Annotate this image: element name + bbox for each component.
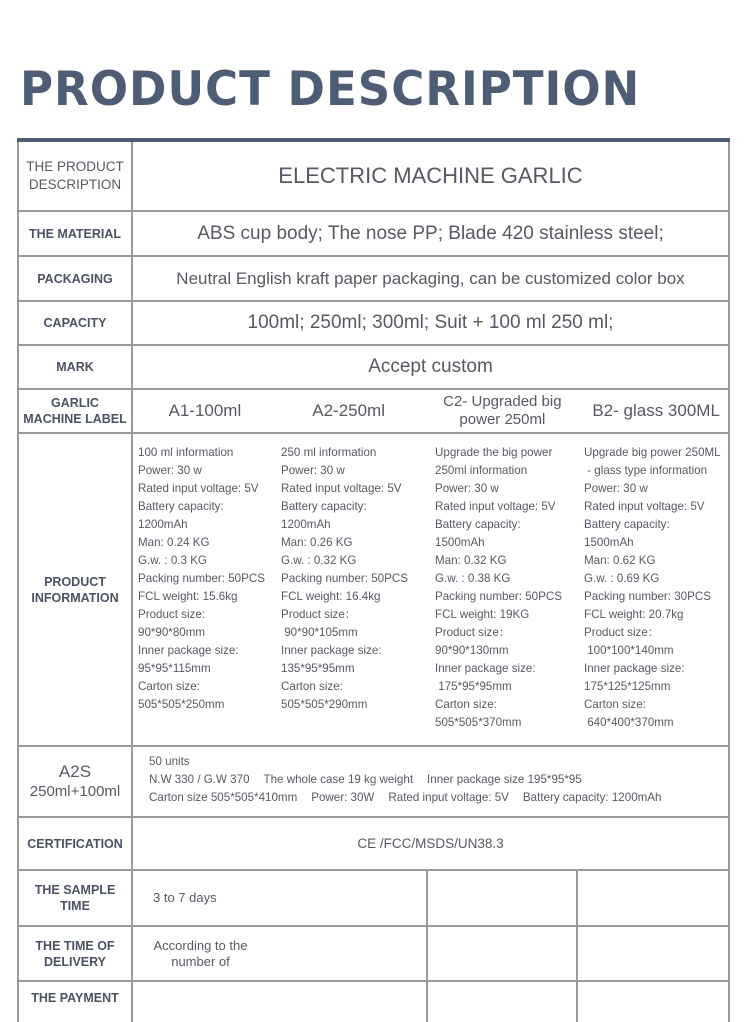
- row-description: [17, 142, 730, 212]
- row-label: THE MATERIAL: [19, 212, 133, 255]
- model-label: A1-100ml: [168, 401, 242, 420]
- info-line: Product size：: [281, 608, 357, 621]
- info-line: Battery capacity:: [584, 518, 670, 531]
- info-line: 250 ml information: [281, 446, 377, 459]
- a2s-segment: Battery capacity: 1200mAh: [522, 791, 662, 804]
- empty-cell: [428, 871, 578, 925]
- info-line: - glass type information: [584, 464, 708, 477]
- row-label: THE PAYMENT: [19, 982, 133, 1022]
- info-line: 505*505*250mm: [138, 698, 225, 711]
- info-line: 175*95*95mm: [435, 680, 512, 693]
- info-line: FCL weight: 19KG: [435, 608, 530, 621]
- row-product-info: [17, 434, 730, 747]
- info-column: [138, 444, 281, 735]
- a2s-model: A2S: [58, 761, 92, 781]
- info-line: FCL weight: 20.7kg: [584, 608, 684, 621]
- info-line: Power: 30 w: [138, 464, 202, 477]
- info-line: Rated input voltage: 5V: [435, 500, 556, 513]
- info-line: Man: 0.26 KG: [281, 536, 353, 549]
- a2s-segment: Power: 30W: [311, 791, 375, 804]
- info-line: 1200mAh: [138, 518, 188, 531]
- info-line: Power: 30 w: [435, 482, 499, 495]
- info-line: 505*505*370mm: [435, 716, 522, 729]
- spec-table: [17, 142, 730, 1022]
- info-line: 95*95*115mm: [138, 662, 211, 675]
- empty-cell: [428, 927, 578, 980]
- info-line: Battery capacity:: [138, 500, 224, 513]
- a2s-segment: Carton size 505*505*410mm: [149, 791, 298, 804]
- info-line: 100 ml information: [138, 446, 234, 459]
- row-value: [133, 927, 428, 980]
- empty-cell: [133, 982, 428, 1022]
- info-line: Rated input voltage: 5V: [138, 482, 259, 495]
- model-label: A2-250ml: [312, 401, 385, 420]
- info-line: Battery capacity:: [435, 518, 521, 531]
- a2s-capacity: 250ml+100ml: [29, 782, 121, 800]
- info-line: Carton size:: [584, 698, 646, 711]
- row-value: ELECTRIC MACHINE GARLIC: [278, 163, 583, 188]
- a2s-segment: Inner package size 195*95*95: [427, 773, 582, 786]
- row-split-cells: [133, 871, 728, 925]
- a2s-segment: N.W 330 / G.W 370: [149, 773, 250, 786]
- info-line: 1500mAh: [435, 536, 485, 549]
- info-line: Man: 0.24 KG: [138, 536, 210, 549]
- info-column: [584, 444, 734, 735]
- model-label: C2- Upgraded big power 250ml: [443, 393, 562, 428]
- row-split-cells: [133, 982, 728, 1022]
- a2s-segment: The whole case 19 kg weight: [263, 773, 414, 786]
- info-line: Inner package size:: [138, 644, 239, 657]
- info-line: G.w. : 0.3 KG: [138, 554, 207, 567]
- row-certification: [17, 818, 730, 871]
- delivery-value-text: According to the number of: [153, 937, 248, 969]
- info-line: Product size：: [584, 626, 660, 639]
- row-sample-time: [17, 871, 730, 927]
- info-line: Carton size:: [281, 680, 343, 693]
- info-line: Upgrade the big power: [435, 446, 553, 459]
- row-label: PACKAGING: [19, 257, 133, 300]
- info-line: Packing number: 30PCS: [584, 590, 711, 603]
- row-machine-label: [17, 390, 730, 434]
- empty-cell: [578, 982, 728, 1022]
- model-label: B2- glass 300ML: [592, 401, 720, 420]
- row-material: [17, 212, 730, 257]
- row-label: THE TIME OF DELIVERY: [19, 927, 133, 980]
- row-mark: [17, 346, 730, 390]
- row-label: MARK: [19, 346, 133, 388]
- row-label: PRODUCT INFORMATION: [19, 434, 133, 745]
- row-value: 3 to 7 days: [133, 871, 428, 925]
- info-column: [435, 444, 584, 735]
- info-line: 100*100*140mm: [584, 644, 674, 657]
- row-value: CE /FCC/MSDS/UN38.3: [357, 836, 504, 851]
- info-line: G.w. : 0.69 KG: [584, 572, 660, 585]
- info-line: 90*90*130mm: [435, 644, 509, 657]
- product-info-columns: [133, 434, 734, 745]
- info-line: Carton size:: [138, 680, 200, 693]
- info-line: 90*90*80mm: [138, 626, 206, 639]
- info-line: G.w. : 0.38 KG: [435, 572, 511, 585]
- row-value: Accept custom: [368, 356, 493, 377]
- info-line: Product size：: [435, 626, 511, 639]
- info-line: Power: 30 w: [281, 464, 345, 477]
- info-line: Man: 0.32 KG: [435, 554, 507, 567]
- info-column: [281, 444, 435, 735]
- info-line: Rated input voltage: 5V: [584, 500, 705, 513]
- info-line: 250ml information: [435, 464, 528, 477]
- row-label: CERTIFICATION: [19, 818, 133, 869]
- info-line: Inner package size:: [584, 662, 685, 675]
- a2s-label: [19, 747, 133, 816]
- info-line: Man: 0.62 KG: [584, 554, 656, 567]
- info-line: 135*95*95mm: [281, 662, 355, 675]
- info-line: FCL weight: 16.4kg: [281, 590, 381, 603]
- row-label: CAPACITY: [19, 302, 133, 344]
- info-line: Packing number: 50PCS: [281, 572, 408, 585]
- row-label: GARLIC MACHINE LABEL: [19, 390, 133, 432]
- row-label: THE SAMPLE TIME: [19, 871, 133, 925]
- row-value: ABS cup body; The nose PP; Blade 420 stainless steel;: [197, 222, 664, 244]
- info-line: G.w. : 0.32 KG: [281, 554, 357, 567]
- row-packaging: [17, 257, 730, 302]
- info-line: 505*505*290mm: [281, 698, 368, 711]
- a2s-segment: 50 units: [149, 755, 190, 768]
- info-line: Battery capacity:: [281, 500, 367, 513]
- info-line: Power: 30 w: [584, 482, 648, 495]
- page-title: PRODUCT DESCRIPTION: [20, 62, 641, 117]
- info-line: 640*400*370mm: [584, 716, 674, 729]
- row-label: THE PRODUCT DESCRIPTION: [19, 142, 133, 210]
- a2s-segment: Rated input voltage: 5V: [388, 791, 509, 804]
- info-line: Packing number: 50PCS: [138, 572, 265, 585]
- a2s-details: [133, 747, 728, 816]
- model-labels: [133, 390, 728, 432]
- info-line: 1500mAh: [584, 536, 634, 549]
- a2s-line: [149, 753, 728, 771]
- row-value: Neutral English kraft paper packaging, can be customized color box: [176, 268, 685, 288]
- row-capacity: [17, 302, 730, 346]
- info-line: Inner package size:: [281, 644, 382, 657]
- info-line: Upgrade big power 250ML: [584, 446, 721, 459]
- info-line: Packing number: 50PCS: [435, 590, 562, 603]
- info-line: 90*90*105mm: [281, 626, 358, 639]
- a2s-line: [149, 771, 728, 789]
- empty-cell: [428, 982, 578, 1022]
- info-line: Product size:: [138, 608, 206, 621]
- empty-cell: [578, 871, 728, 925]
- info-line: 175*125*125mm: [584, 680, 671, 693]
- info-line: Rated input voltage: 5V: [281, 482, 402, 495]
- info-line: 1200mAh: [281, 518, 331, 531]
- empty-cell: [578, 927, 728, 980]
- row-value: 100ml; 250ml; 300ml; Suit + 100 ml 250 ml;: [247, 312, 614, 333]
- row-payment: [17, 982, 730, 1022]
- info-line: Inner package size:: [435, 662, 536, 675]
- info-line: FCL weight: 15.6kg: [138, 590, 238, 603]
- info-line: Carton size:: [435, 698, 497, 711]
- row-a2s: [17, 747, 730, 818]
- a2s-line: [149, 789, 728, 807]
- row-split-cells: [133, 927, 728, 980]
- row-delivery-time: [17, 927, 730, 982]
